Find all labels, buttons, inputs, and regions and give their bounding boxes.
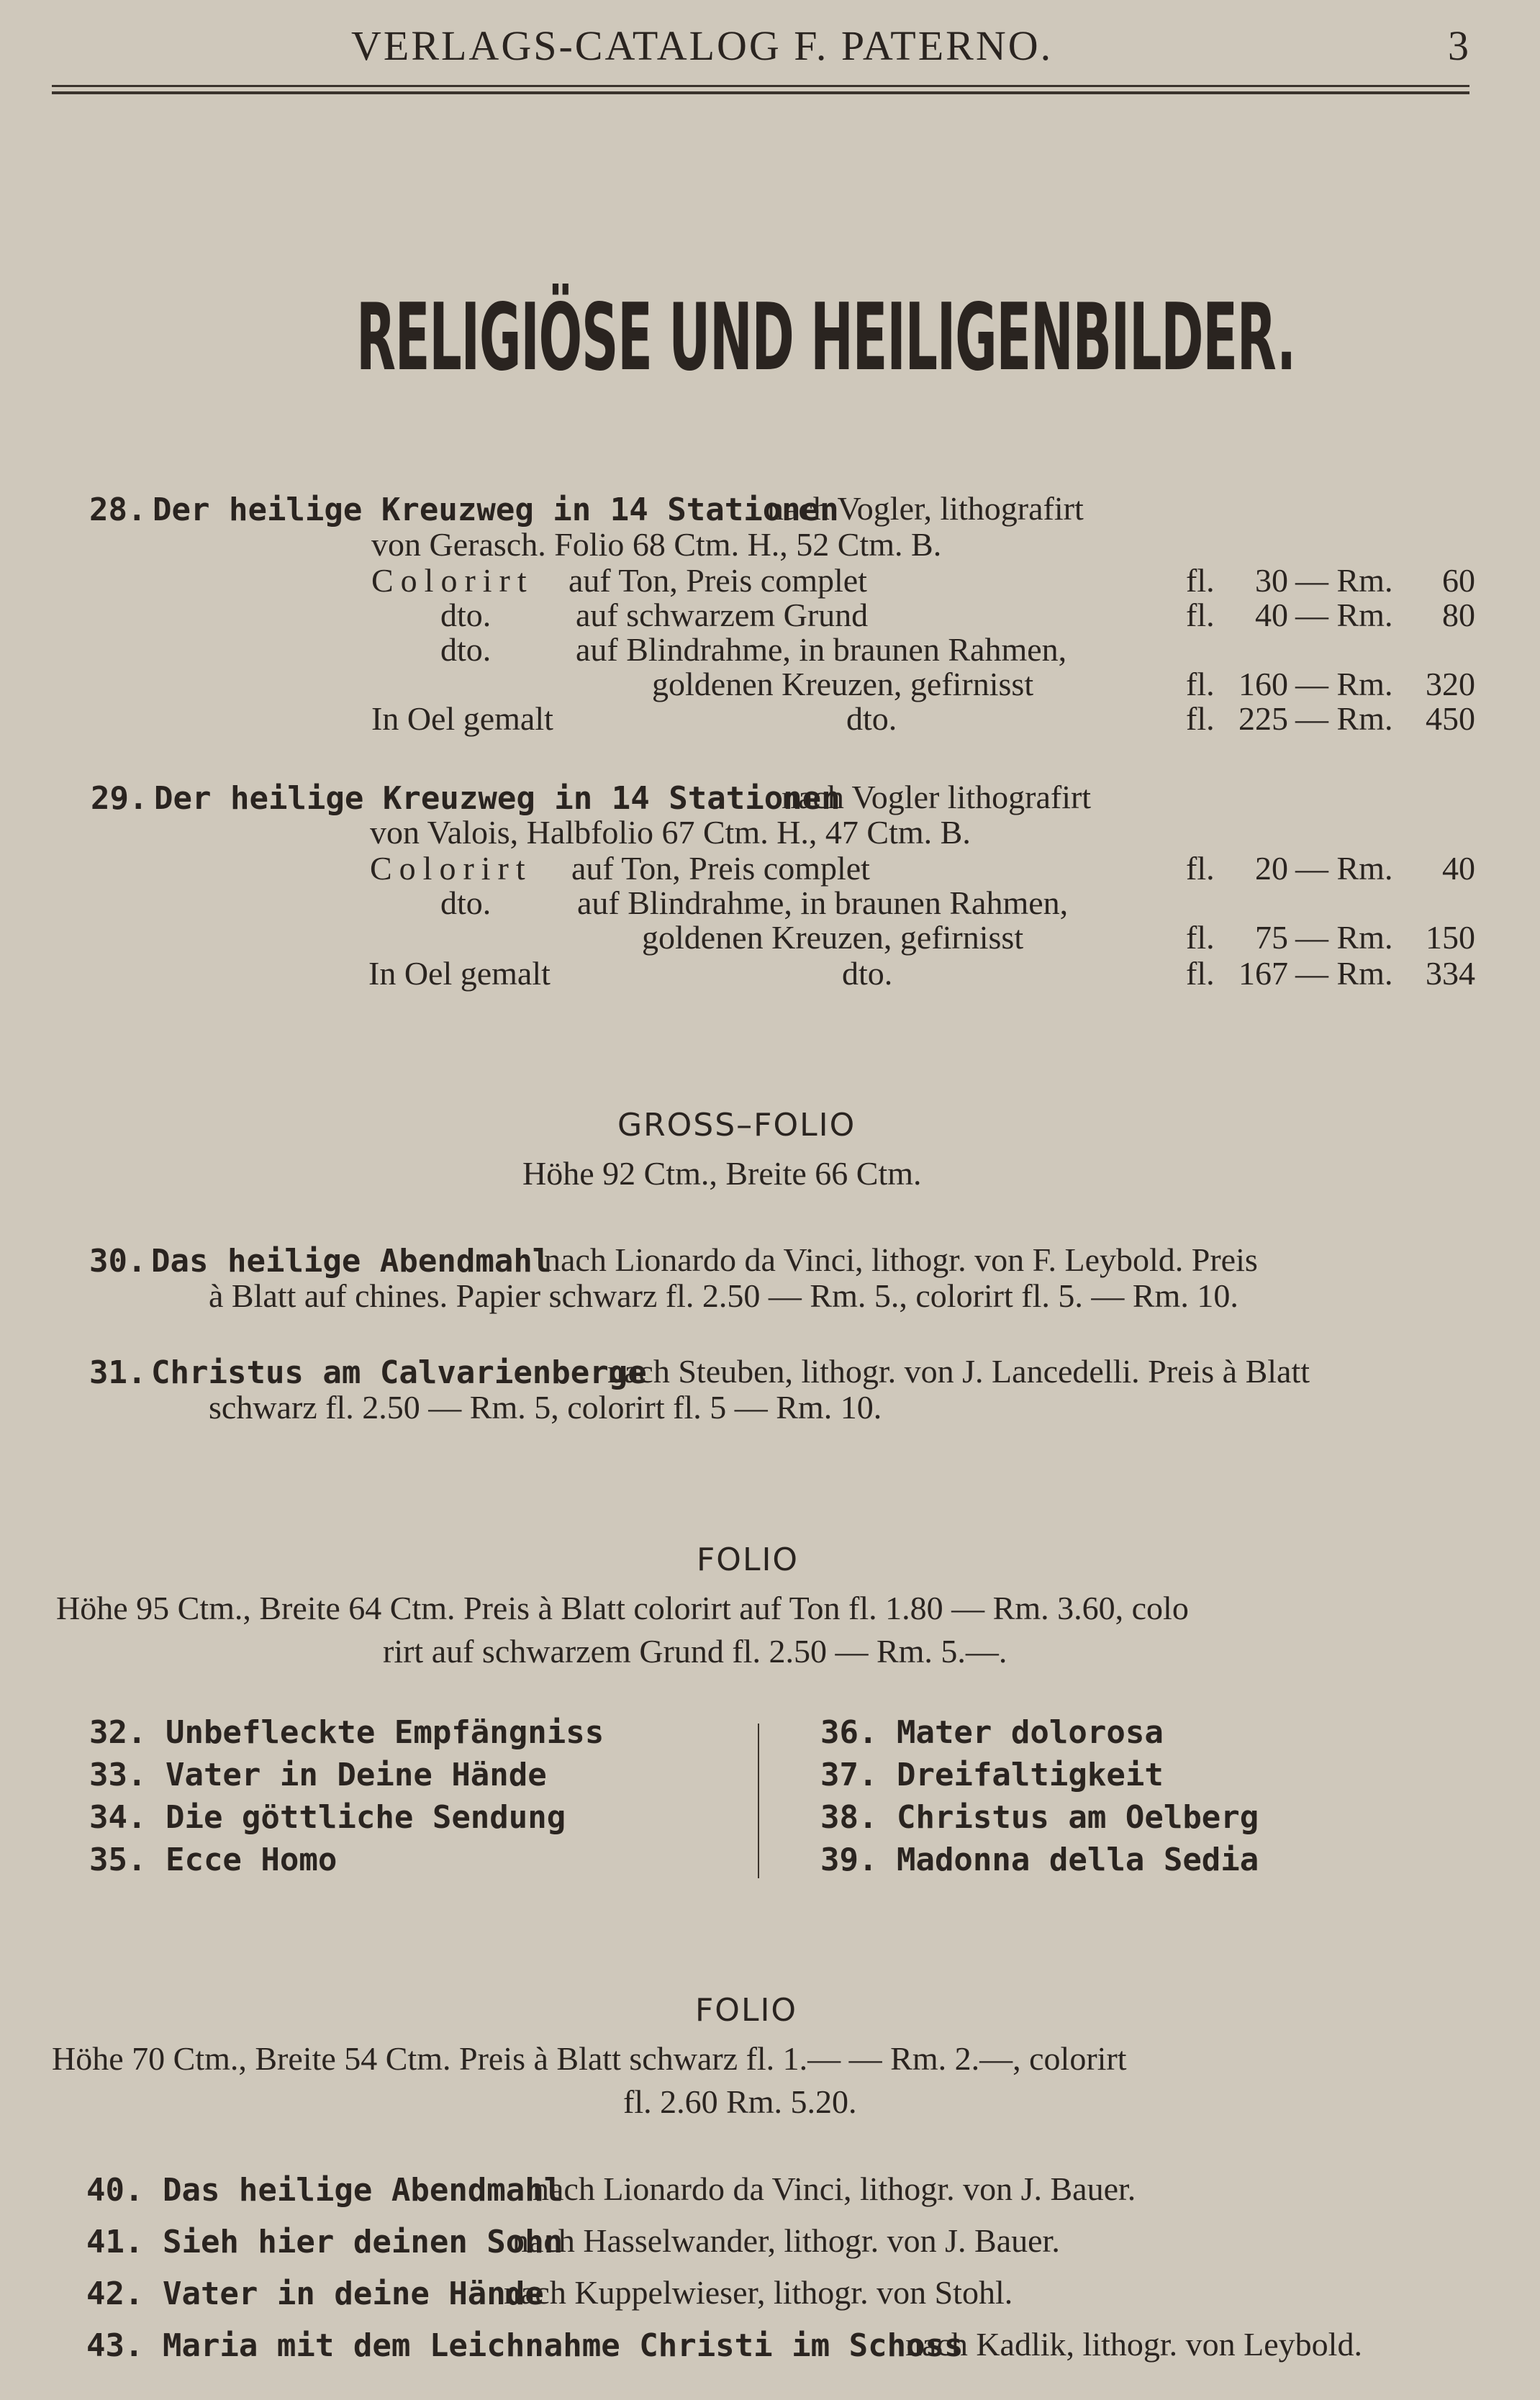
currency-rm: — Rm. bbox=[1295, 700, 1393, 737]
list-item: 36. Mater dolorosa bbox=[820, 1714, 1164, 1751]
price-fl: 30 bbox=[1255, 562, 1288, 599]
list-item: 35. Ecce Homo bbox=[89, 1842, 338, 1878]
header-rule-top bbox=[52, 85, 1469, 87]
section-heading-folio: FOLIO bbox=[697, 1541, 800, 1578]
item-description: nach Kuppelwieser, lithogr. von Stohl. bbox=[504, 2274, 1013, 2311]
item-title: Der heilige Kreuzweg in 14 Stationen bbox=[153, 492, 839, 528]
item-description: nach Steuben, lithogr. von J. Lancedelli. Preis à Blatt bbox=[607, 1353, 1310, 1390]
price-rm: 320 bbox=[1426, 666, 1475, 702]
price-rm: 450 bbox=[1426, 700, 1475, 737]
item-title: 43. Maria mit dem Leichnahme Christi im Schoss bbox=[86, 2327, 964, 2364]
currency-rm: — Rm. bbox=[1295, 850, 1393, 887]
price-label: Colorirt bbox=[370, 850, 533, 887]
item-title: Das heilige Abendmahl bbox=[151, 1243, 552, 1280]
item-number: 28. bbox=[89, 492, 147, 528]
currency-fl: fl. bbox=[1186, 850, 1215, 887]
section-heading-folio: FOLIO bbox=[695, 1992, 798, 2029]
price-text: goldenen Kreuzen, gefirnisst bbox=[652, 666, 1034, 702]
item-title: Der heilige Kreuzweg in 14 Stationen bbox=[154, 780, 841, 817]
section-dimensions: Höhe 92 Ctm., Breite 66 Ctm. bbox=[522, 1155, 922, 1192]
list-item: 39. Madonna della Sedia bbox=[820, 1842, 1259, 1878]
currency-fl: fl. bbox=[1186, 666, 1215, 702]
price-text: dto. bbox=[842, 955, 893, 992]
price-rm: 80 bbox=[1442, 597, 1475, 633]
list-item: 37. Dreifaltigkeit bbox=[820, 1757, 1164, 1793]
column-divider bbox=[758, 1724, 759, 1878]
currency-fl: fl. bbox=[1186, 597, 1215, 633]
section-price-line: fl. 2.60 Rm. 5.20. bbox=[623, 2083, 857, 2120]
list-item: 38. Christus am Oelberg bbox=[820, 1799, 1259, 1836]
price-label: dto. bbox=[440, 631, 492, 668]
price-fl: 160 bbox=[1238, 666, 1288, 702]
price-label: dto. bbox=[440, 597, 492, 633]
running-header: VERLAGS-CATALOG F. PATERNO. bbox=[351, 22, 1054, 69]
currency-fl: fl. bbox=[1186, 919, 1215, 956]
price-label: In Oel gemalt bbox=[371, 700, 553, 737]
currency-rm: — Rm. bbox=[1295, 597, 1393, 633]
item-description: schwarz fl. 2.50 — Rm. 5, colorirt fl. 5 — Rm. 10. bbox=[209, 1389, 882, 1426]
item-description: à Blatt auf chines. Papier schwarz fl. 2.50 — Rm. 5., colorirt fl. 5. — Rm. 10. bbox=[209, 1277, 1238, 1314]
page-title: RELIGIÖSE UND HEILIGENBILDER. bbox=[356, 284, 1295, 391]
price-label: In Oel gemalt bbox=[368, 955, 551, 992]
section-price-line: Höhe 95 Ctm., Breite 64 Ctm. Preis à Blatt colorirt auf Ton fl. 1.80 — Rm. 3.60, colo bbox=[56, 1590, 1189, 1626]
item-number: 31. bbox=[89, 1354, 147, 1391]
price-text: goldenen Kreuzen, gefirnisst bbox=[642, 919, 1024, 956]
item-description: nach Hasselwander, lithogr. von J. Bauer. bbox=[512, 2222, 1060, 2259]
currency-rm: — Rm. bbox=[1295, 666, 1393, 702]
price-rm: 60 bbox=[1442, 562, 1475, 599]
price-rm: 40 bbox=[1442, 850, 1475, 887]
price-fl: 75 bbox=[1255, 919, 1288, 956]
price-label: dto. bbox=[440, 884, 492, 921]
item-description: von Valois, Halbfolio 67 Ctm. H., 47 Ctm. B. bbox=[370, 814, 971, 851]
item-title: 41. Sieh hier deinen Sohn bbox=[86, 2224, 563, 2260]
item-title: 42. Vater in deine Hände bbox=[86, 2276, 544, 2312]
section-heading-gross-folio: GROSS–FOLIO bbox=[617, 1107, 856, 1144]
item-description: nach Vogler lithografirt bbox=[782, 779, 1092, 815]
list-item: 34. Die göttliche Sendung bbox=[89, 1799, 566, 1836]
price-fl: 167 bbox=[1238, 955, 1288, 992]
list-item: 32. Unbefleckte Empfängniss bbox=[89, 1714, 604, 1751]
currency-rm: — Rm. bbox=[1295, 919, 1393, 956]
section-price-line: rirt auf schwarzem Grund fl. 2.50 — Rm. 5.—. bbox=[383, 1633, 1007, 1670]
item-title: Christus am Calvarienberge bbox=[151, 1354, 647, 1391]
price-text: auf Blindrahme, in braunen Rahmen, bbox=[577, 884, 1069, 921]
item-title: 40. Das heilige Abendmahl bbox=[86, 2172, 563, 2209]
item-description: nach Kadlik, lithogr. von Leybold. bbox=[905, 2326, 1362, 2363]
item-description: nach Lionardo da Vinci, lithogr. von F. Leybold. Preis bbox=[544, 1241, 1258, 1278]
price-label: Colorirt bbox=[371, 562, 534, 599]
price-rm: 334 bbox=[1426, 955, 1475, 992]
item-number: 30. bbox=[89, 1243, 147, 1280]
item-description: von Gerasch. Folio 68 Ctm. H., 52 Ctm. B. bbox=[371, 526, 942, 563]
price-fl: 20 bbox=[1255, 850, 1288, 887]
price-fl: 40 bbox=[1255, 597, 1288, 633]
currency-fl: fl. bbox=[1186, 700, 1215, 737]
item-description: nach Vogler, lithografirt bbox=[767, 490, 1084, 527]
price-text: dto. bbox=[846, 700, 897, 737]
item-number: 29. bbox=[91, 780, 148, 817]
section-price-line: Höhe 70 Ctm., Breite 54 Ctm. Preis à Blatt schwarz fl. 1.— — Rm. 2.—, colorirt bbox=[52, 2040, 1127, 2077]
page-number: 3 bbox=[1448, 22, 1471, 69]
currency-rm: — Rm. bbox=[1295, 955, 1393, 992]
currency-fl: fl. bbox=[1186, 955, 1215, 992]
list-item: 33. Vater in Deine Hände bbox=[89, 1757, 547, 1793]
price-text: auf Ton, Preis complet bbox=[571, 850, 870, 887]
header-rule-bottom bbox=[52, 91, 1469, 94]
currency-rm: — Rm. bbox=[1295, 562, 1393, 599]
price-text: auf Ton, Preis complet bbox=[569, 562, 867, 599]
price-text: auf Blindrahme, in braunen Rahmen, bbox=[576, 631, 1067, 668]
item-description: nach Lionardo da Vinci, lithogr. von J. Bauer. bbox=[533, 2170, 1136, 2207]
price-fl: 225 bbox=[1238, 700, 1288, 737]
currency-fl: fl. bbox=[1186, 562, 1215, 599]
price-rm: 150 bbox=[1426, 919, 1475, 956]
price-text: auf schwarzem Grund bbox=[576, 597, 869, 633]
